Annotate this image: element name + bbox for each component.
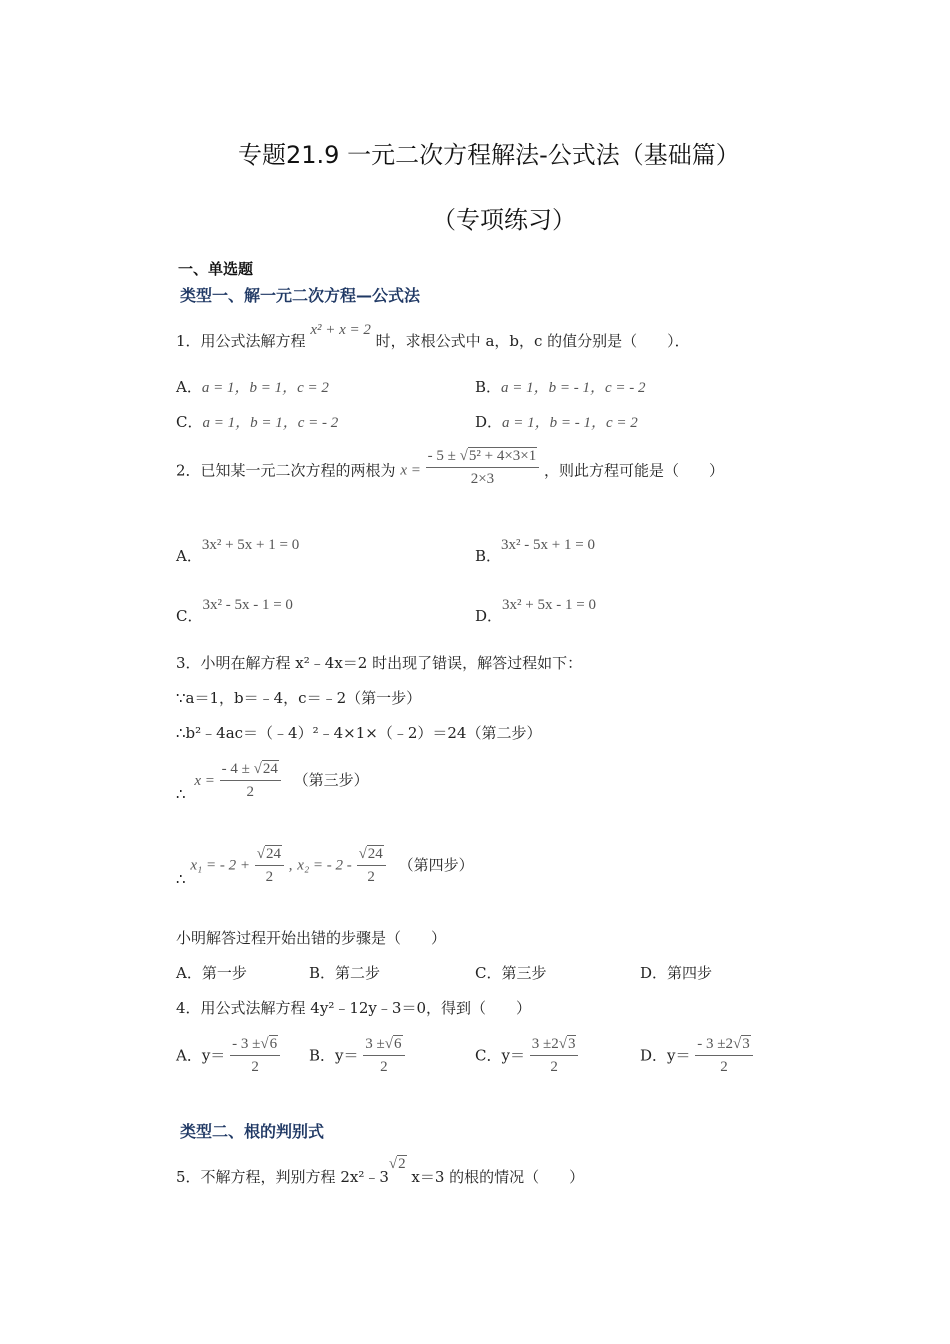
- q3-option-b[interactable]: B．第二步: [309, 964, 381, 982]
- q3-step-2: ∴b²﹣4ac＝（﹣4）²﹣4×1×（﹣2）＝24（第二步）: [176, 724, 542, 742]
- q1-option-d[interactable]: D．a = 1，b = - 1，c = 2: [475, 413, 638, 431]
- q4-option-d[interactable]: D．y＝ $\frac{- 3 \pm 2√3}{2}$: [640, 1034, 753, 1077]
- q5-stem: 5．不解方程，判别方程 2x²﹣3√2 x＝3 的根的情况（ ）: [176, 1156, 585, 1186]
- q2-x: x =: [400, 462, 421, 479]
- q3-step-3: ∴ x = $\frac{- 4 \pm √24}{2}$ （第三步）: [176, 761, 369, 803]
- q3-step3-fraction: $\frac{- 4 \pm √24}{2}$: [220, 759, 281, 802]
- section-heading: 一、单选题: [178, 260, 254, 278]
- q2-option-c[interactable]: C．3x² - 5x - 1 = 0: [176, 597, 293, 625]
- q1-equation: x² + x = 2: [310, 322, 371, 338]
- q3-ask: 小明解答过程开始出错的步骤是（ ）: [176, 929, 447, 947]
- type-heading-2: 类型二、根的判别式: [180, 1122, 325, 1141]
- type-heading-1: 类型一、解一元二次方程—公式法: [180, 286, 421, 305]
- q3-step-4: ∴ x₁ = - 2 + $\frac{√24}{2}$ , x₂ = - 2 - $\frac{√24}{2}$ （第四步）: [176, 846, 474, 888]
- q3-option-a[interactable]: A．第一步: [176, 964, 247, 982]
- q2-tail: ，则此方程可能是（ ）: [544, 461, 725, 480]
- q2-number: 2．已知某一元二次方程的两根为: [176, 461, 396, 480]
- q3-step4-fraction-2: $\frac{√24}{2}$: [357, 844, 386, 887]
- q3-step-1: ∵a＝1，b＝﹣4，c＝﹣2（第一步）: [176, 689, 422, 707]
- q1-option-c[interactable]: C．a = 1，b = 1，c = - 2: [176, 413, 339, 431]
- q3-option-c[interactable]: C．第三步: [475, 964, 547, 982]
- q2-option-d[interactable]: D．3x² + 5x - 1 = 0: [475, 597, 596, 625]
- q4-option-b[interactable]: B．y＝ $\frac{3 \pm√6}{2}$: [309, 1034, 405, 1077]
- q2-option-b[interactable]: B．3x² - 5x + 1 = 0: [475, 537, 595, 565]
- q1-number: 1．用公式法解方程: [176, 332, 306, 350]
- q1-tail: 时，求根公式中 a，b，c 的值分别是（ ）．: [375, 332, 690, 350]
- q4-option-c[interactable]: C．y＝ $\frac{3 \pm 2√3}{2}$: [475, 1034, 578, 1077]
- q1-stem: [176, 322, 690, 352]
- q2-option-a[interactable]: A．3x² + 5x + 1 = 0: [176, 537, 300, 565]
- q2-root-fraction: $\frac{\text{- 5 ± √5² + 4×3×1}}{2\times 3}$: [426, 446, 540, 489]
- q3-option-d[interactable]: D．第四步: [640, 964, 713, 982]
- q2-stem: [176, 448, 725, 489]
- q4-stem: 4．用公式法解方程 4y²﹣12y﹣3＝0，得到（ ）: [176, 999, 531, 1017]
- q3-intro: 3．小明在解方程 x²﹣4x＝2 时出现了错误，解答过程如下：: [176, 654, 583, 672]
- q4-option-a[interactable]: A．y＝ $\frac{- 3 \pm√6}{2}$: [176, 1034, 280, 1077]
- q1-option-a[interactable]: A．a = 1，b = 1，c = 2: [176, 378, 329, 396]
- q1-option-b[interactable]: B．a = 1，b = - 1，c = - 2: [475, 378, 646, 396]
- page-subtitle: （专项练习）: [432, 206, 576, 234]
- q3-step4-fraction-1: $\frac{√24}{2}$: [255, 844, 284, 887]
- page-title: 专题21.9 一元二次方程解法-公式法（基础篇）: [238, 141, 740, 169]
